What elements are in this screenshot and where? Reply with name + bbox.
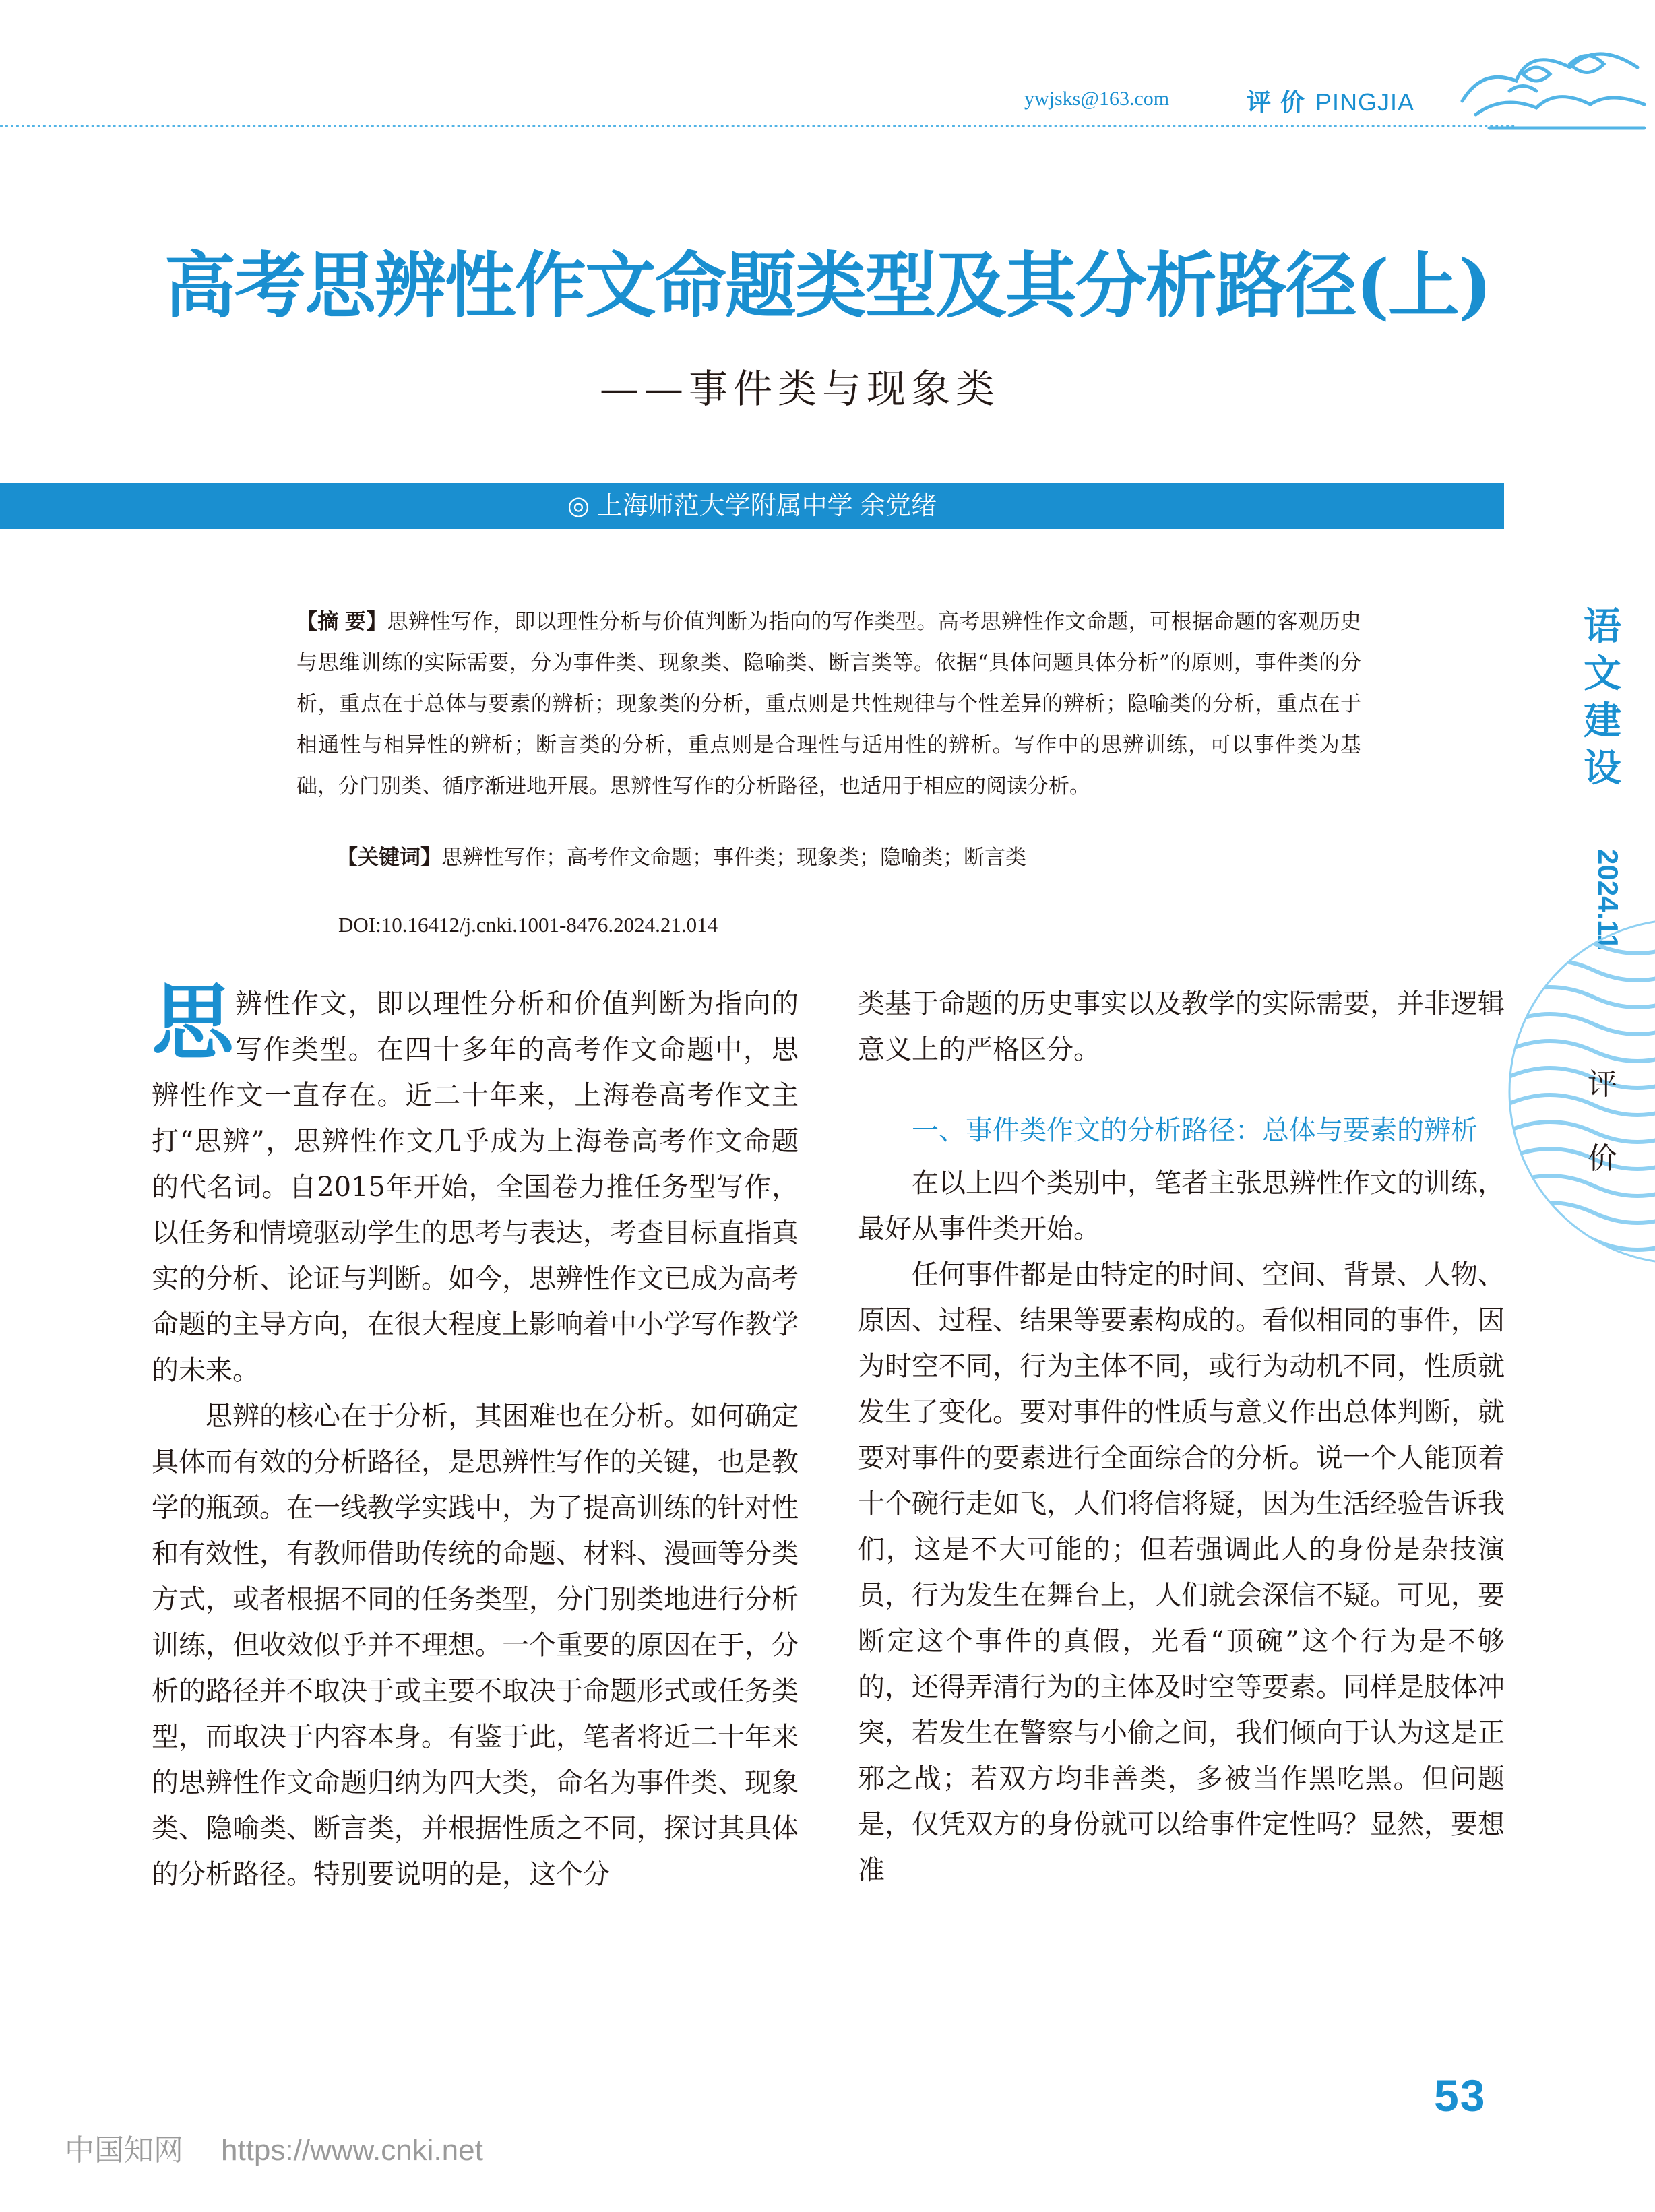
header-email: ywjsks@163.com <box>1024 88 1170 110</box>
article-title: 高考思辨性作文命题类型及其分析路径(上) <box>164 243 1491 327</box>
keywords <box>337 840 1026 871</box>
watermark-url: https://www.cnki.net <box>221 2134 483 2167</box>
body-column-left <box>152 974 799 1897</box>
page-number: 53 <box>1434 2071 1487 2120</box>
paragraph: 类基于命题的历史事实以及教学的实际需要，并非逻辑意义上的严格区分。 <box>858 988 1505 1065</box>
watermark <box>65 2126 483 2169</box>
paragraph: 任何事件都是由特定的时间、空间、背景、人物、原因、过程、结果等要素构成的。看似相同的事件，因为时空不同，行为主体不同，或行为动机不同，性质就发生了变化。要对事件的性质与意义作出总体判断，就要对事件的要素进行全面综合的分析。说一个人能顶着十个碗行走如飞，人们将信将疑，因为生活经验告诉我们，这是不大可能的；但若强调此人的身份是杂技演员，行为发生在舞台上，人们就会深信不疑。可见，要断定这个事件的真假，光看“顶碗”这个行为是不够的，还得弄清行为的主体及时空等要素。同样是肢体冲突，若发生在警察与小偷之间，我们倾向于认为这是正邪之战；若双方均非善类，多被当作黑吃黑。但问题是，仅凭双方的身份就可以给事件定性吗？显然，要想准 <box>858 1259 1505 1886</box>
header-section-label: 评 价 <box>1247 88 1307 116</box>
doi: DOI:10.16412/j.cnki.1001-8476.2024.21.014 <box>338 913 718 937</box>
abstract-label: 【摘 要】 <box>296 610 387 633</box>
keywords-text: 思辨性写作；高考作文命题；事件类；现象类；隐喻类；断言类 <box>441 846 1026 870</box>
wave-circle-ornament-icon <box>1506 916 1655 1267</box>
watermark-name: 中国知网 <box>65 2134 183 2167</box>
header-dotted-rule <box>0 125 1516 127</box>
section-heading: 一、事件类作文的分析路径：总体与要素的辨析 <box>912 1116 1478 1145</box>
header-section-pinyin: PINGJIA <box>1315 88 1415 116</box>
abstract <box>296 601 1361 807</box>
side-issue-text: 2024.11 <box>1592 849 1624 950</box>
header-section <box>1247 84 1414 118</box>
side-category: 评价 <box>1588 1067 1617 1176</box>
article-subtitle: ——事件类与现象类 <box>600 366 1001 412</box>
paragraph-text: 辨性作文，即以理性分析和价值判断为指向的写作类型。在四十多年的高考作文命题中，思辨性作文一直存在。近二十年来，上海卷高考作文主打“思辨”，思辨性作文几乎成为上海卷高考作文命题的代名词。自2015年开始，全国卷力推任务型写作，以任务和情境驱动学生的思考与表达，考查目标直指真实的分析、论证与判断。如今，思辨性作文已成为高考命题的主导方向，在很大程度上影响着中小学写作教学的未来。 <box>152 988 799 1386</box>
side-magazine-name: 语文建设 <box>1584 604 1621 790</box>
keywords-label: 【关键词】 <box>337 846 441 869</box>
paragraph: 思辨的核心在于分析，其困难也在分析。如何确定具体而有效的分析路径，是思辨性写作的关键，也是教学的瓶颈。在一线教学实践中，为了提高训练的针对性和有效性，有教师借助传统的命题、材料、漫画等分类方式，或者根据不同的任务类型，分门别类地进行分析训练，但收效似乎并不理想。一个重要的原因在于，分析的路径并不取决于或主要不取决于命题形式或任务类型，而取决于内容本身。有鉴于此，笔者将近二十年来的思辨性作文命题归纳为四大类，命名为事件类、现象类、隐喻类、断言类，并根据性质之不同，探讨其具体的分析路径。特别要说明的是，这个分 <box>152 1401 799 1890</box>
author-bar: ◎ 上海师范大学附属中学 余党绪 <box>0 483 1504 529</box>
drop-cap: 思 <box>152 974 234 1071</box>
body-column-right <box>858 981 1505 1893</box>
paragraph <box>152 974 799 1393</box>
cloud-ornament-icon <box>1449 27 1651 135</box>
abstract-text: 思辨性写作，即以理性分析与价值判断为指向的写作类型。高考思辨性作文命题，可根据命题的客观历史与思维训练的实际需要，分为事件类、现象类、隐喻类、断言类等。依据“具体问题具体分析”的原则，事件类的分析，重点在于总体与要素的辨析；现象类的分析，重点则是共性规律与个性差异的辨析；隐喻类的分析，重点在于相通性与相异性的辨析；断言类的分析，重点则是合理性与适用性的辨析。写作中的思辨训练，可以事件类为基础，分门别类、循序渐进地开展。思辨性写作的分析路径，也适用于相应的阅读分析。 <box>296 610 1361 798</box>
paragraph: 在以上四个类别中，笔者主张思辨性作文的训练，最好从事件类开始。 <box>858 1168 1505 1244</box>
